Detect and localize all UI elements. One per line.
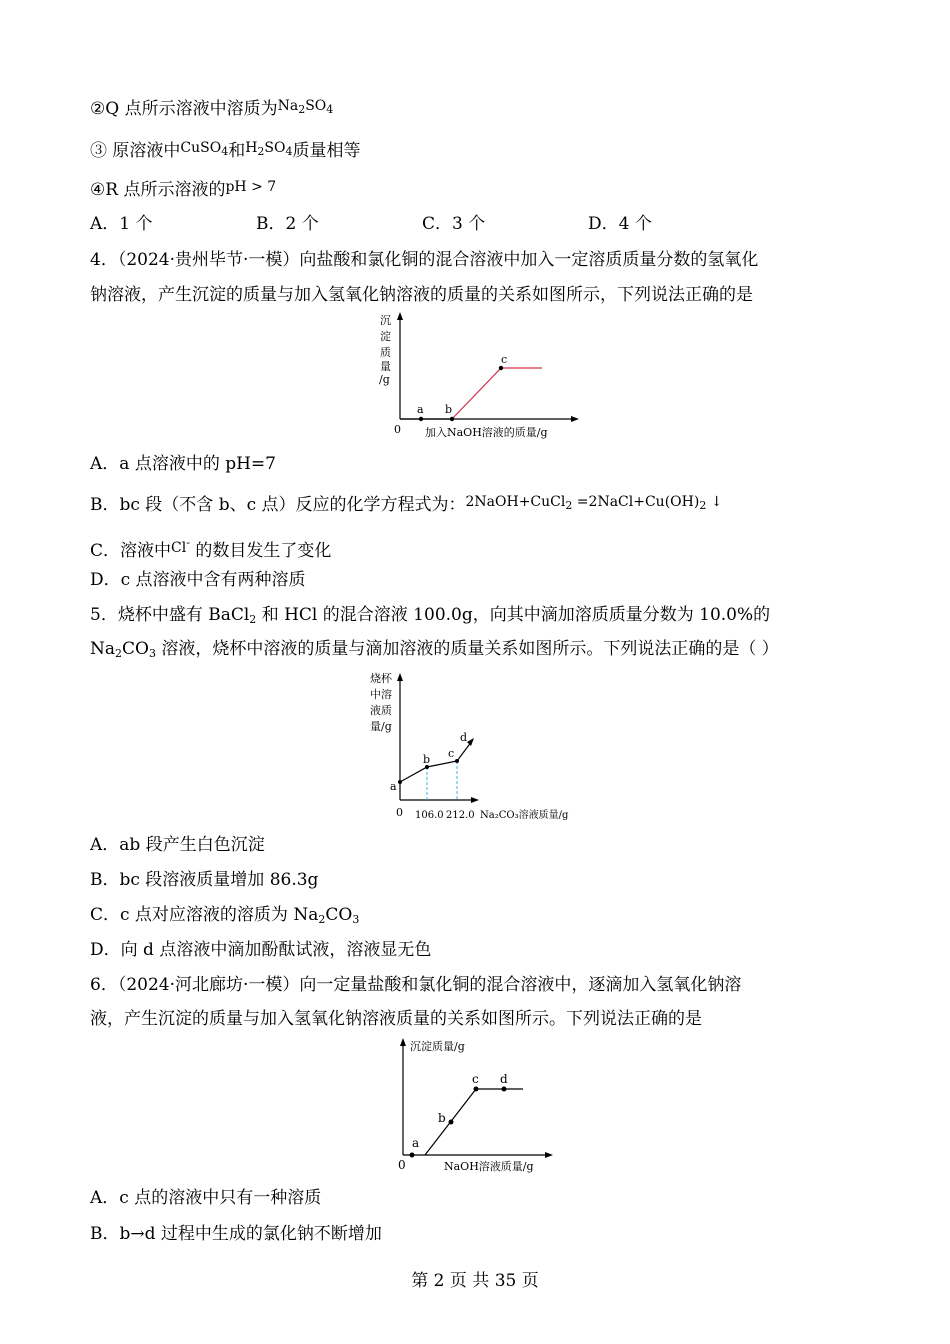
q4-xlabel: 加入NaOH溶液的质量/g	[425, 426, 548, 439]
page-footer: 第 2 页 共 35 页	[411, 1271, 539, 1291]
q4-stem-line2: 钠溶液，产生沉淀的质量与加入氢氧化钠溶液的质量的关系如图所示，下列说法正确的是	[90, 285, 753, 305]
q6-label-d: d	[500, 1072, 508, 1086]
q5-ylabel-1: 烧杯	[370, 672, 392, 685]
q4-label-a: a	[417, 403, 424, 416]
q6-label-a: a	[412, 1136, 420, 1150]
q3-option-b: B．2 个	[256, 214, 319, 234]
q6-point-b	[449, 1120, 454, 1125]
q5-tick-2: 212.0	[446, 810, 475, 821]
q6-point-d	[502, 1087, 507, 1092]
q4-ylabel-1: 沉	[380, 314, 391, 327]
q4-stem-line1: 4．（2024·贵州毕节·一模）向盐酸和氯化铜的混合溶液中加入一定溶质质量分数的氢氧化	[90, 250, 759, 270]
q3-option-d: D．4 个	[588, 214, 652, 234]
q4-curve	[452, 368, 542, 419]
q3-option-c: C．3 个	[422, 214, 486, 234]
q5-x-arrow	[471, 797, 479, 803]
q3-item-2: ②Q 点所示溶液中溶质为$^{Na_2SO_4}$	[90, 98, 334, 119]
q5-tick-1: 106.0	[415, 810, 444, 821]
q6-stem-line2: 液，产生沉淀的质量与加入氢氧化钠溶液质量的关系如图所示。下列说法正确的是	[90, 1009, 702, 1029]
q5-label-b: b	[423, 753, 431, 766]
q4-point-c	[499, 366, 503, 370]
q4-option-c: C．溶液中$^{Cl^-}$ 的数目发生了变化	[90, 536, 332, 561]
q3-item-3: ③ 原溶液中$^{CuSO_4}$和$^{H_2SO_4}$质量相等	[90, 140, 361, 161]
q4-origin: 0	[394, 423, 401, 436]
q5-option-d: D．向 d 点溶液中滴加酚酞试液，溶液显无色	[90, 940, 432, 960]
q6-stem-line1: 6．（2024·河北廊坊·一模）向一定量盐酸和氯化铜的混合溶液中，逐滴加入氢氧化钠溶	[90, 975, 742, 995]
q5-ylabel-3: 液质	[370, 704, 392, 717]
q5-ylabel-4: 量/g	[370, 720, 392, 733]
q6-ylabel: 沉淀质量/g	[410, 1040, 465, 1053]
q4-ylabel-4: 量	[380, 360, 391, 373]
q5-point-a	[398, 780, 402, 784]
q4-label-b: b	[445, 403, 453, 416]
q4-ylabel-3: 质	[380, 346, 391, 359]
q4-ylabel-2: 淀	[380, 330, 391, 343]
q5-label-d: d	[460, 731, 468, 744]
q6-y-arrow	[400, 1038, 406, 1046]
q5-option-c: C．c 点对应溶液的溶质为 $Na_2CO_3$	[90, 905, 360, 926]
q5-label-c: c	[448, 747, 455, 760]
q4-point-b	[450, 417, 454, 421]
q5-origin: 0	[396, 806, 403, 819]
q5-stem-line1: 5．烧杯中盛有 BaCl$_2$ 和 HCl 的混合溶液 100.0g，向其中滴加溶质质量分数为 10.0%的	[90, 605, 771, 626]
q4-chart	[370, 312, 580, 442]
q5-label-a: a	[390, 780, 397, 793]
q4-label-c: c	[501, 353, 508, 366]
q5-stem-line2: $Na_2CO_3$ 溶液，烧杯中溶液的质量与滴加溶液的质量关系如图所示。下列说法正确的是（ ）	[90, 639, 779, 660]
q4-ylabel-5: /g	[379, 373, 390, 386]
q5-y-arrow	[397, 673, 403, 681]
q5-option-a: A．ab 段产生白色沉淀	[90, 835, 265, 855]
q6-chart	[390, 1034, 570, 1179]
q5-option-b: B．bc 段溶液质量增加 86.3g	[90, 870, 319, 890]
q6-option-a: A．c 点的溶液中只有一种溶质	[90, 1188, 322, 1208]
q5-xlabel: Na₂CO₃溶液质量/g	[480, 810, 569, 821]
q5-point-c	[455, 759, 459, 763]
q6-option-b: B．b→d 过程中生成的氯化钠不断增加	[90, 1224, 382, 1244]
q3-options	[90, 212, 870, 236]
q4-option-d: D．c 点溶液中含有两种溶质	[90, 570, 306, 590]
q6-label-b: b	[438, 1111, 446, 1125]
q4-option-b: B．bc 段（不含 b、c 点）反应的化学方程式为：$^{2NaOH+CuCl_2 =2NaCl+Cu(OH)_2 ↓}$	[90, 494, 723, 515]
q4-y-arrow	[397, 312, 403, 320]
q5-curve	[400, 741, 472, 782]
q6-origin: 0	[398, 1158, 406, 1172]
q6-point-c	[474, 1087, 479, 1092]
q5-ylabel-2: 中溶	[370, 688, 392, 701]
q3-option-a: A．1 个	[90, 214, 153, 234]
q4-x-arrow	[571, 416, 579, 422]
q3-item-4: ④R 点所示溶液的$^{pH > 7}$	[90, 179, 277, 200]
q5-chart	[360, 668, 590, 828]
q6-xlabel: NaOH溶液质量/g	[444, 1160, 534, 1173]
q6-point-a	[410, 1153, 415, 1158]
q6-x-arrow	[545, 1152, 553, 1158]
q5-curve-arrow	[467, 738, 474, 746]
q6-label-c: c	[472, 1072, 479, 1086]
q4-option-a: A．a 点溶液中的 pH=7	[90, 454, 276, 474]
q4-point-a	[419, 417, 423, 421]
